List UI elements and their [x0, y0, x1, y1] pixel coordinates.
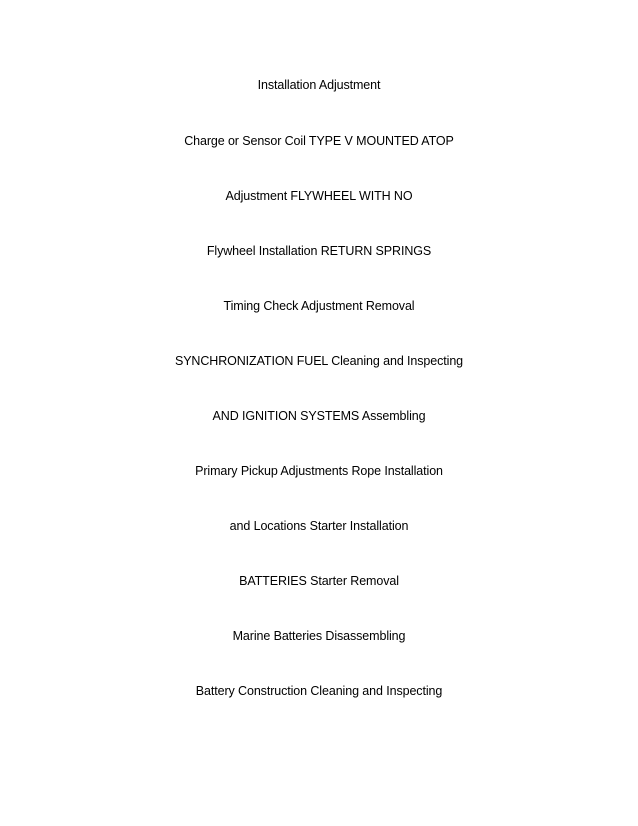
text-line: Timing Check Adjustment Removal: [223, 299, 415, 313]
text-line: Charge or Sensor Coil TYPE V MOUNTED ATOP: [184, 134, 454, 148]
text-line: Flywheel Installation RETURN SPRINGS: [206, 244, 432, 258]
text-line: SYNCHRONIZATION FUEL Cleaning and Inspecting: [174, 354, 464, 368]
text-line: AND IGNITION SYSTEMS Assembling: [212, 409, 426, 423]
text-line: Adjustment FLYWHEEL WITH NO: [225, 189, 413, 203]
text-line: Primary Pickup Adjustments Rope Installation: [195, 464, 443, 478]
text-line: BATTERIES Starter Removal: [239, 574, 399, 588]
text-line: Installation Adjustment: [257, 78, 381, 92]
text-line: Battery Construction Cleaning and Inspecting: [195, 684, 443, 698]
text-line: and Locations Starter Installation: [229, 519, 409, 533]
text-line: Marine Batteries Disassembling: [232, 629, 406, 643]
